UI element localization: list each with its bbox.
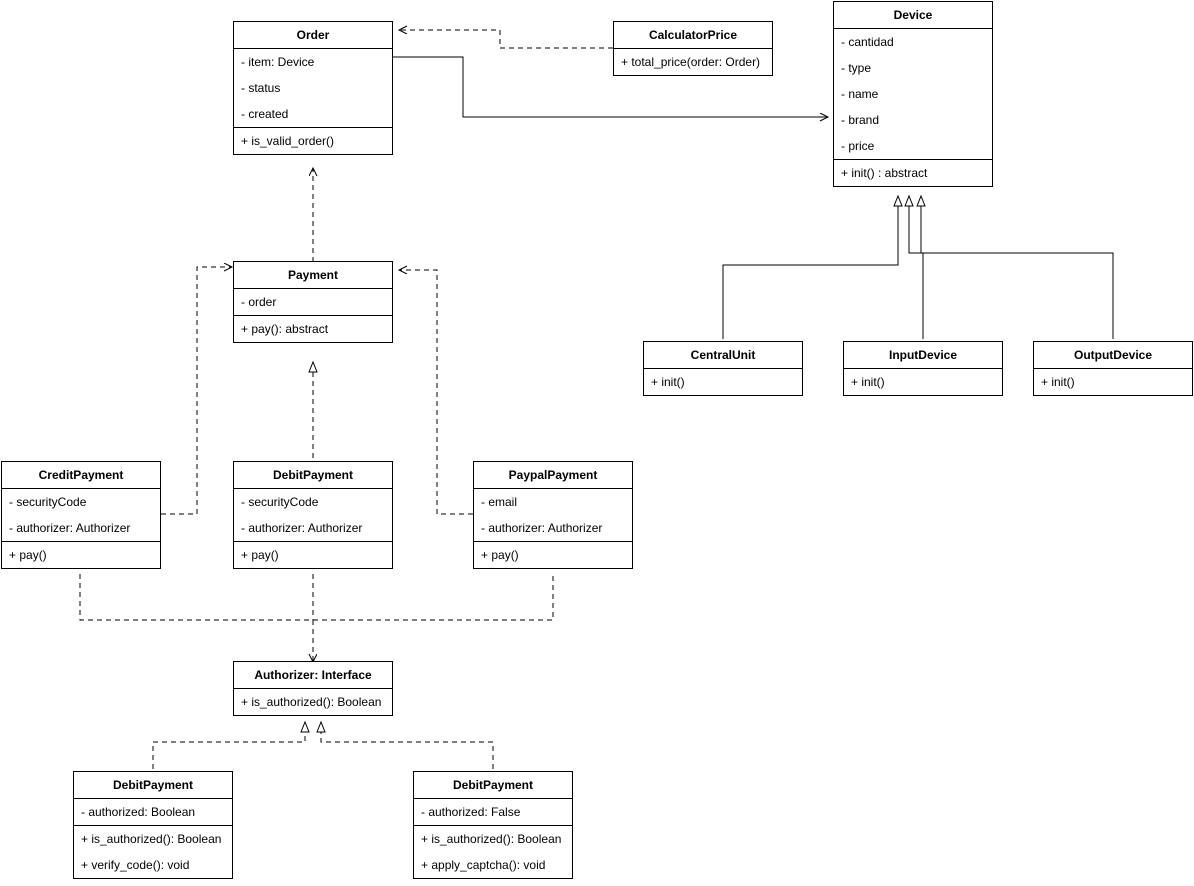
uml-class-payment[interactable] (233, 261, 393, 343)
method-row: + init() (851, 375, 885, 389)
class-title: Device (834, 2, 992, 29)
method-row: + init() : abstract (841, 166, 928, 180)
class-methods (614, 49, 772, 75)
attribute-row: - authorized: Boolean (81, 805, 196, 819)
uml-class-centralunit[interactable] (643, 341, 803, 396)
class-methods (234, 128, 392, 154)
method-row: + pay(): abstract (241, 322, 329, 336)
attribute-row: - cantidad (841, 35, 894, 49)
method-row: + is_valid_order() (241, 134, 335, 148)
class-methods (2, 542, 160, 568)
uml-class-order[interactable] (233, 21, 393, 155)
uml-class-creditpayment[interactable] (1, 461, 161, 569)
attribute-row: - status (241, 81, 281, 95)
class-title: Payment (234, 262, 392, 289)
uml-class-device[interactable] (833, 1, 993, 187)
attribute-row: - brand (841, 113, 880, 127)
class-title: OutputDevice (1034, 342, 1192, 369)
attribute-row: - authorizer: Authorizer (481, 521, 603, 535)
uml-class-debitpayment-authorized-boolean[interactable] (73, 771, 233, 879)
class-methods (644, 369, 802, 395)
class-methods (74, 826, 232, 878)
method-row: + is_authorized(): Boolean (421, 832, 562, 846)
class-methods (234, 316, 392, 342)
class-methods (234, 542, 392, 568)
class-attributes (414, 799, 572, 826)
class-methods (844, 369, 1002, 395)
attribute-row: - type (841, 61, 872, 75)
attribute-row: - email (481, 495, 518, 509)
attribute-row: - price (841, 139, 875, 153)
uml-class-outputdevice[interactable] (1033, 341, 1193, 396)
class-methods (1034, 369, 1192, 395)
class-attributes (234, 289, 392, 316)
class-title: CreditPayment (2, 462, 160, 489)
class-methods (474, 542, 632, 568)
method-row: + pay() (241, 548, 279, 562)
class-title: CentralUnit (644, 342, 802, 369)
uml-class-calculatorprice[interactable] (613, 21, 773, 76)
class-title: DebitPayment (74, 772, 232, 799)
class-methods (414, 826, 572, 878)
class-attributes (74, 799, 232, 826)
class-title: DebitPayment (414, 772, 572, 799)
class-attributes (834, 29, 992, 160)
method-row: + total_price(order: Order) (621, 55, 761, 69)
class-title: InputDevice (844, 342, 1002, 369)
class-title: PaypalPayment (474, 462, 632, 489)
attribute-row: - name (841, 87, 879, 101)
class-attributes (474, 489, 632, 542)
method-row: + pay() (481, 548, 519, 562)
uml-class-debitpayment-authorized-false[interactable] (413, 771, 573, 879)
attribute-row: - order (241, 295, 277, 309)
uml-class-inputdevice[interactable] (843, 341, 1003, 396)
class-title: Authorizer: Interface (234, 662, 392, 689)
class-attributes (2, 489, 160, 542)
attribute-row: - authorizer: Authorizer (9, 521, 131, 535)
uml-class-authorizer-interface[interactable] (233, 661, 393, 716)
class-title: CalculatorPrice (614, 22, 772, 49)
class-title: Order (234, 22, 392, 49)
attribute-row: - authorizer: Authorizer (241, 521, 363, 535)
uml-class-paypalpayment[interactable] (473, 461, 633, 569)
attribute-row: - created (241, 107, 289, 121)
class-methods (834, 160, 992, 186)
method-row: + apply_captcha(): void (421, 858, 546, 872)
class-methods (234, 689, 392, 715)
method-row: + is_authorized(): Boolean (81, 832, 222, 846)
class-title: DebitPayment (234, 462, 392, 489)
attribute-row: - securityCode (241, 495, 319, 509)
attribute-row: - authorized: False (421, 805, 521, 819)
method-row: + init() (651, 375, 685, 389)
attribute-row: - item: Device (241, 55, 315, 69)
uml-class-debitpayment[interactable] (233, 461, 393, 569)
class-attributes (234, 49, 392, 128)
attribute-row: - securityCode (9, 495, 87, 509)
method-row: + verify_code(): void (81, 858, 190, 872)
method-row: + init() (1041, 375, 1075, 389)
method-row: + pay() (9, 548, 47, 562)
method-row: + is_authorized(): Boolean (241, 695, 382, 709)
class-attributes (234, 489, 392, 542)
